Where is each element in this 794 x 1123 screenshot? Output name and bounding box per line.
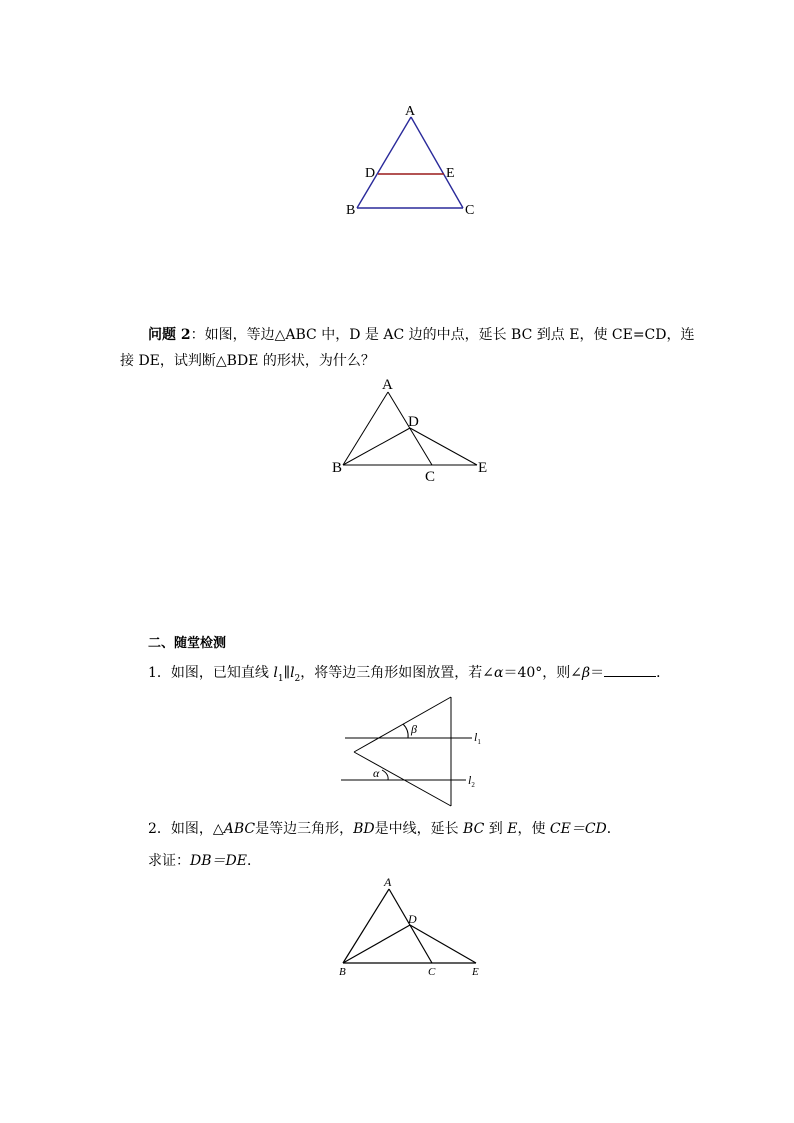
label-d: D	[365, 166, 376, 181]
q2-text-2: 是等边三角形，	[255, 821, 354, 837]
label-c: C	[428, 966, 436, 978]
label-c: C	[465, 203, 475, 218]
label-a: A	[382, 377, 393, 393]
q2-prove-end: ．	[246, 853, 261, 869]
q2-prove-statement: DB＝DE	[190, 853, 247, 869]
q1-alpha: α	[494, 665, 504, 681]
q2-bd: BD	[353, 821, 375, 837]
segment-de	[410, 925, 476, 963]
label-c: C	[425, 469, 436, 485]
q1-l1-sub: 1	[277, 673, 284, 684]
label-b: B	[332, 460, 343, 476]
q2-text-1: 如图，△	[170, 821, 224, 837]
q2-text-3: 是中线，延长	[374, 821, 464, 837]
q2-prove-label: 求证：	[148, 853, 190, 869]
label-l1: $l_1$	[474, 730, 481, 746]
label-a: A	[405, 104, 416, 119]
label-b: B	[346, 203, 356, 218]
q1-l2: l	[290, 665, 295, 681]
label-d: D	[408, 912, 417, 926]
side-ab	[343, 889, 389, 963]
side-ac	[389, 889, 432, 963]
q2-abc: ABC	[223, 821, 256, 837]
segment-bd	[343, 925, 410, 963]
q1-text-3: ＝40°，则∠	[503, 665, 583, 681]
q1-parallel: ∥	[283, 665, 291, 681]
q2-number: 2．	[148, 821, 171, 837]
label-alpha: α	[373, 766, 380, 780]
problem2-text-1: ：如图，等边△ABC 中，D 是 AC 边的中点，延长 BC 到点 E，使 CE=CD，连	[190, 327, 695, 343]
q1-l1: l	[273, 665, 278, 681]
section2-heading: 二、随堂检测	[148, 636, 227, 651]
q1-text-4: ＝	[590, 665, 605, 681]
label-b: B	[339, 966, 346, 978]
problem2-heading: 问题 2	[148, 327, 191, 343]
q2-bc: BC	[463, 821, 485, 837]
label-beta: β	[411, 722, 417, 736]
problem2-text-2: 接 DE，试判断△BDE 的形状，为什么？	[120, 353, 375, 369]
q1-l2-sub: 2	[294, 673, 301, 684]
label-e: E	[472, 966, 479, 978]
q2-text-4: 到	[484, 821, 508, 837]
q1-text-5: ．	[656, 665, 671, 681]
label-e: E	[446, 166, 455, 181]
label-d: D	[408, 414, 419, 430]
q2-e: E	[507, 821, 518, 837]
q1-text-2: ，将等边三角形如图放置，若∠	[300, 665, 495, 681]
q1-number: 1．	[148, 665, 171, 681]
q1-text-1: 如图，已知直线	[170, 665, 274, 681]
q2-text-5: ，使	[517, 821, 550, 837]
label-l2: $l_2$	[468, 773, 475, 789]
label-a: A	[384, 875, 392, 889]
q2-text-6: ．	[606, 821, 621, 837]
label-e: E	[478, 460, 488, 476]
q1-beta: β	[582, 665, 591, 681]
q2-ce-cd: CE＝CD	[549, 821, 607, 837]
